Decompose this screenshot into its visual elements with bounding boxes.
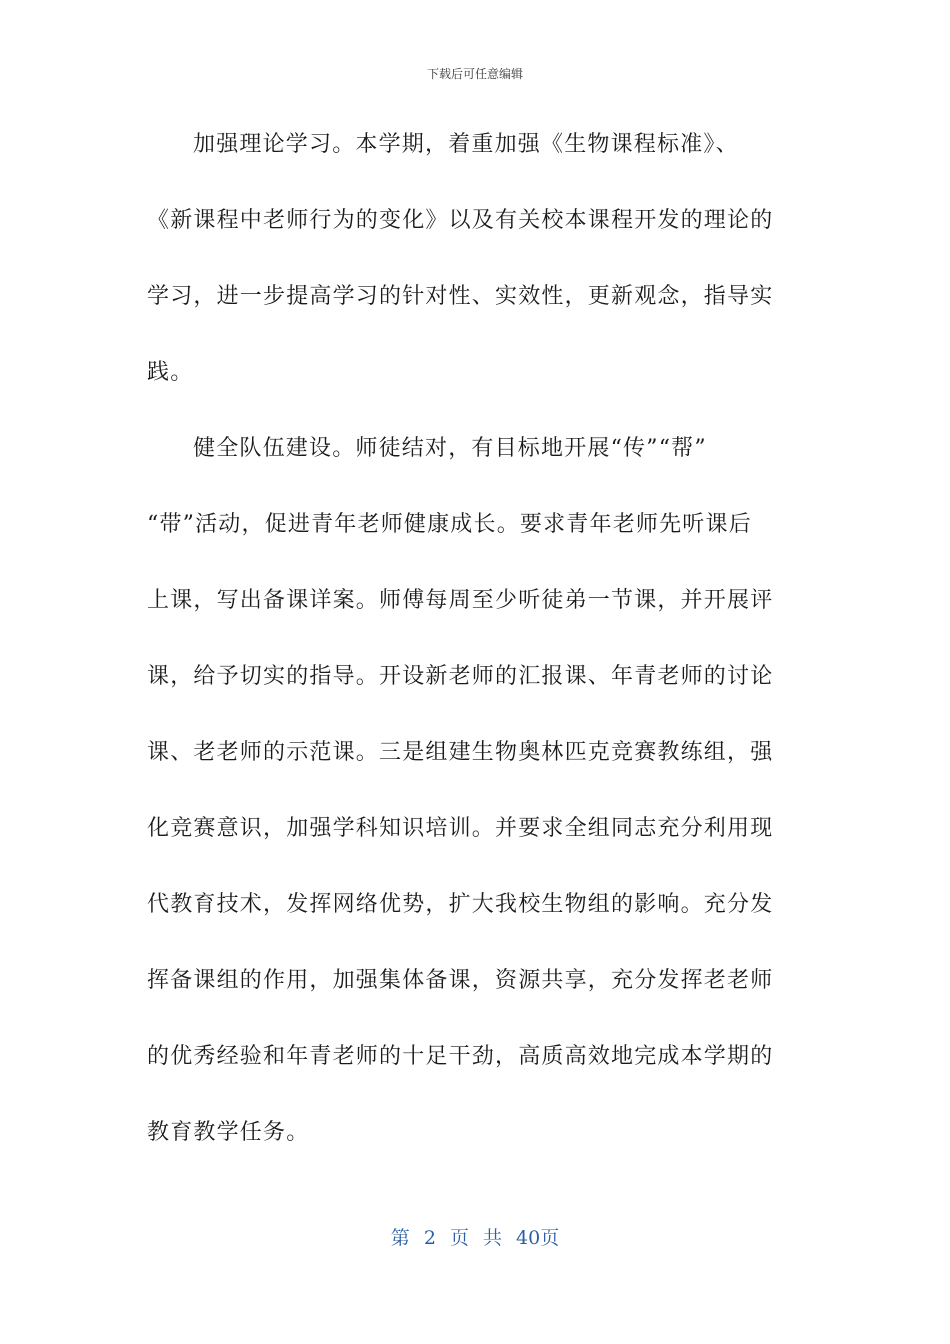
- text-line: 课，给予切实的指导。开设新老师的汇报课、年青老师的讨论: [147, 664, 774, 689]
- text-line: 健全队伍建设。师徒结对，有目标地开展“传”“帮”: [193, 436, 707, 461]
- text-line: 学习，进一步提高学习的针对性、实效性，更新观念，指导实: [147, 284, 774, 309]
- text-line: 课、老老师的示范课。三是组建生物奥林匹克竞赛教练组，强: [147, 740, 774, 765]
- text-line: 的优秀经验和年青老师的十足干劲，高质高效地完成本学期的: [147, 1044, 774, 1069]
- text-line: 《新课程中老师行为的变化》以及有关校本课程开发的理论的: [147, 208, 774, 233]
- text-line: “带”活动，促进青年老师健康成长。要求青年老师先听课后: [147, 512, 752, 537]
- paragraph-theory-study: [147, 107, 791, 411]
- text-line: 践。: [147, 360, 194, 385]
- text-line: 上课，写出备课详案。师傅每周至少听徒弟一节课，并开展评: [147, 588, 774, 613]
- document-body: [147, 107, 791, 1171]
- page-header: 下载后可任意编辑: [426, 67, 523, 81]
- paragraph-team-building: [147, 411, 791, 1171]
- text-line: 挥备课组的作用，加强集体备课，资源共享，充分发挥老老师: [147, 968, 774, 993]
- text-line: 教育教学任务。: [147, 1120, 310, 1145]
- text-line: 加强理论学习。本学期，着重加强《生物课程标准》、: [193, 132, 739, 157]
- text-line: 化竞赛意识，加强学科知识培训。并要求全组同志充分利用现: [147, 816, 774, 841]
- page-number-footer: 第 2 页 共 40页: [390, 1227, 560, 1249]
- text-line: 代教育技术，发挥网络优势，扩大我校生物组的影响。充分发: [147, 892, 774, 917]
